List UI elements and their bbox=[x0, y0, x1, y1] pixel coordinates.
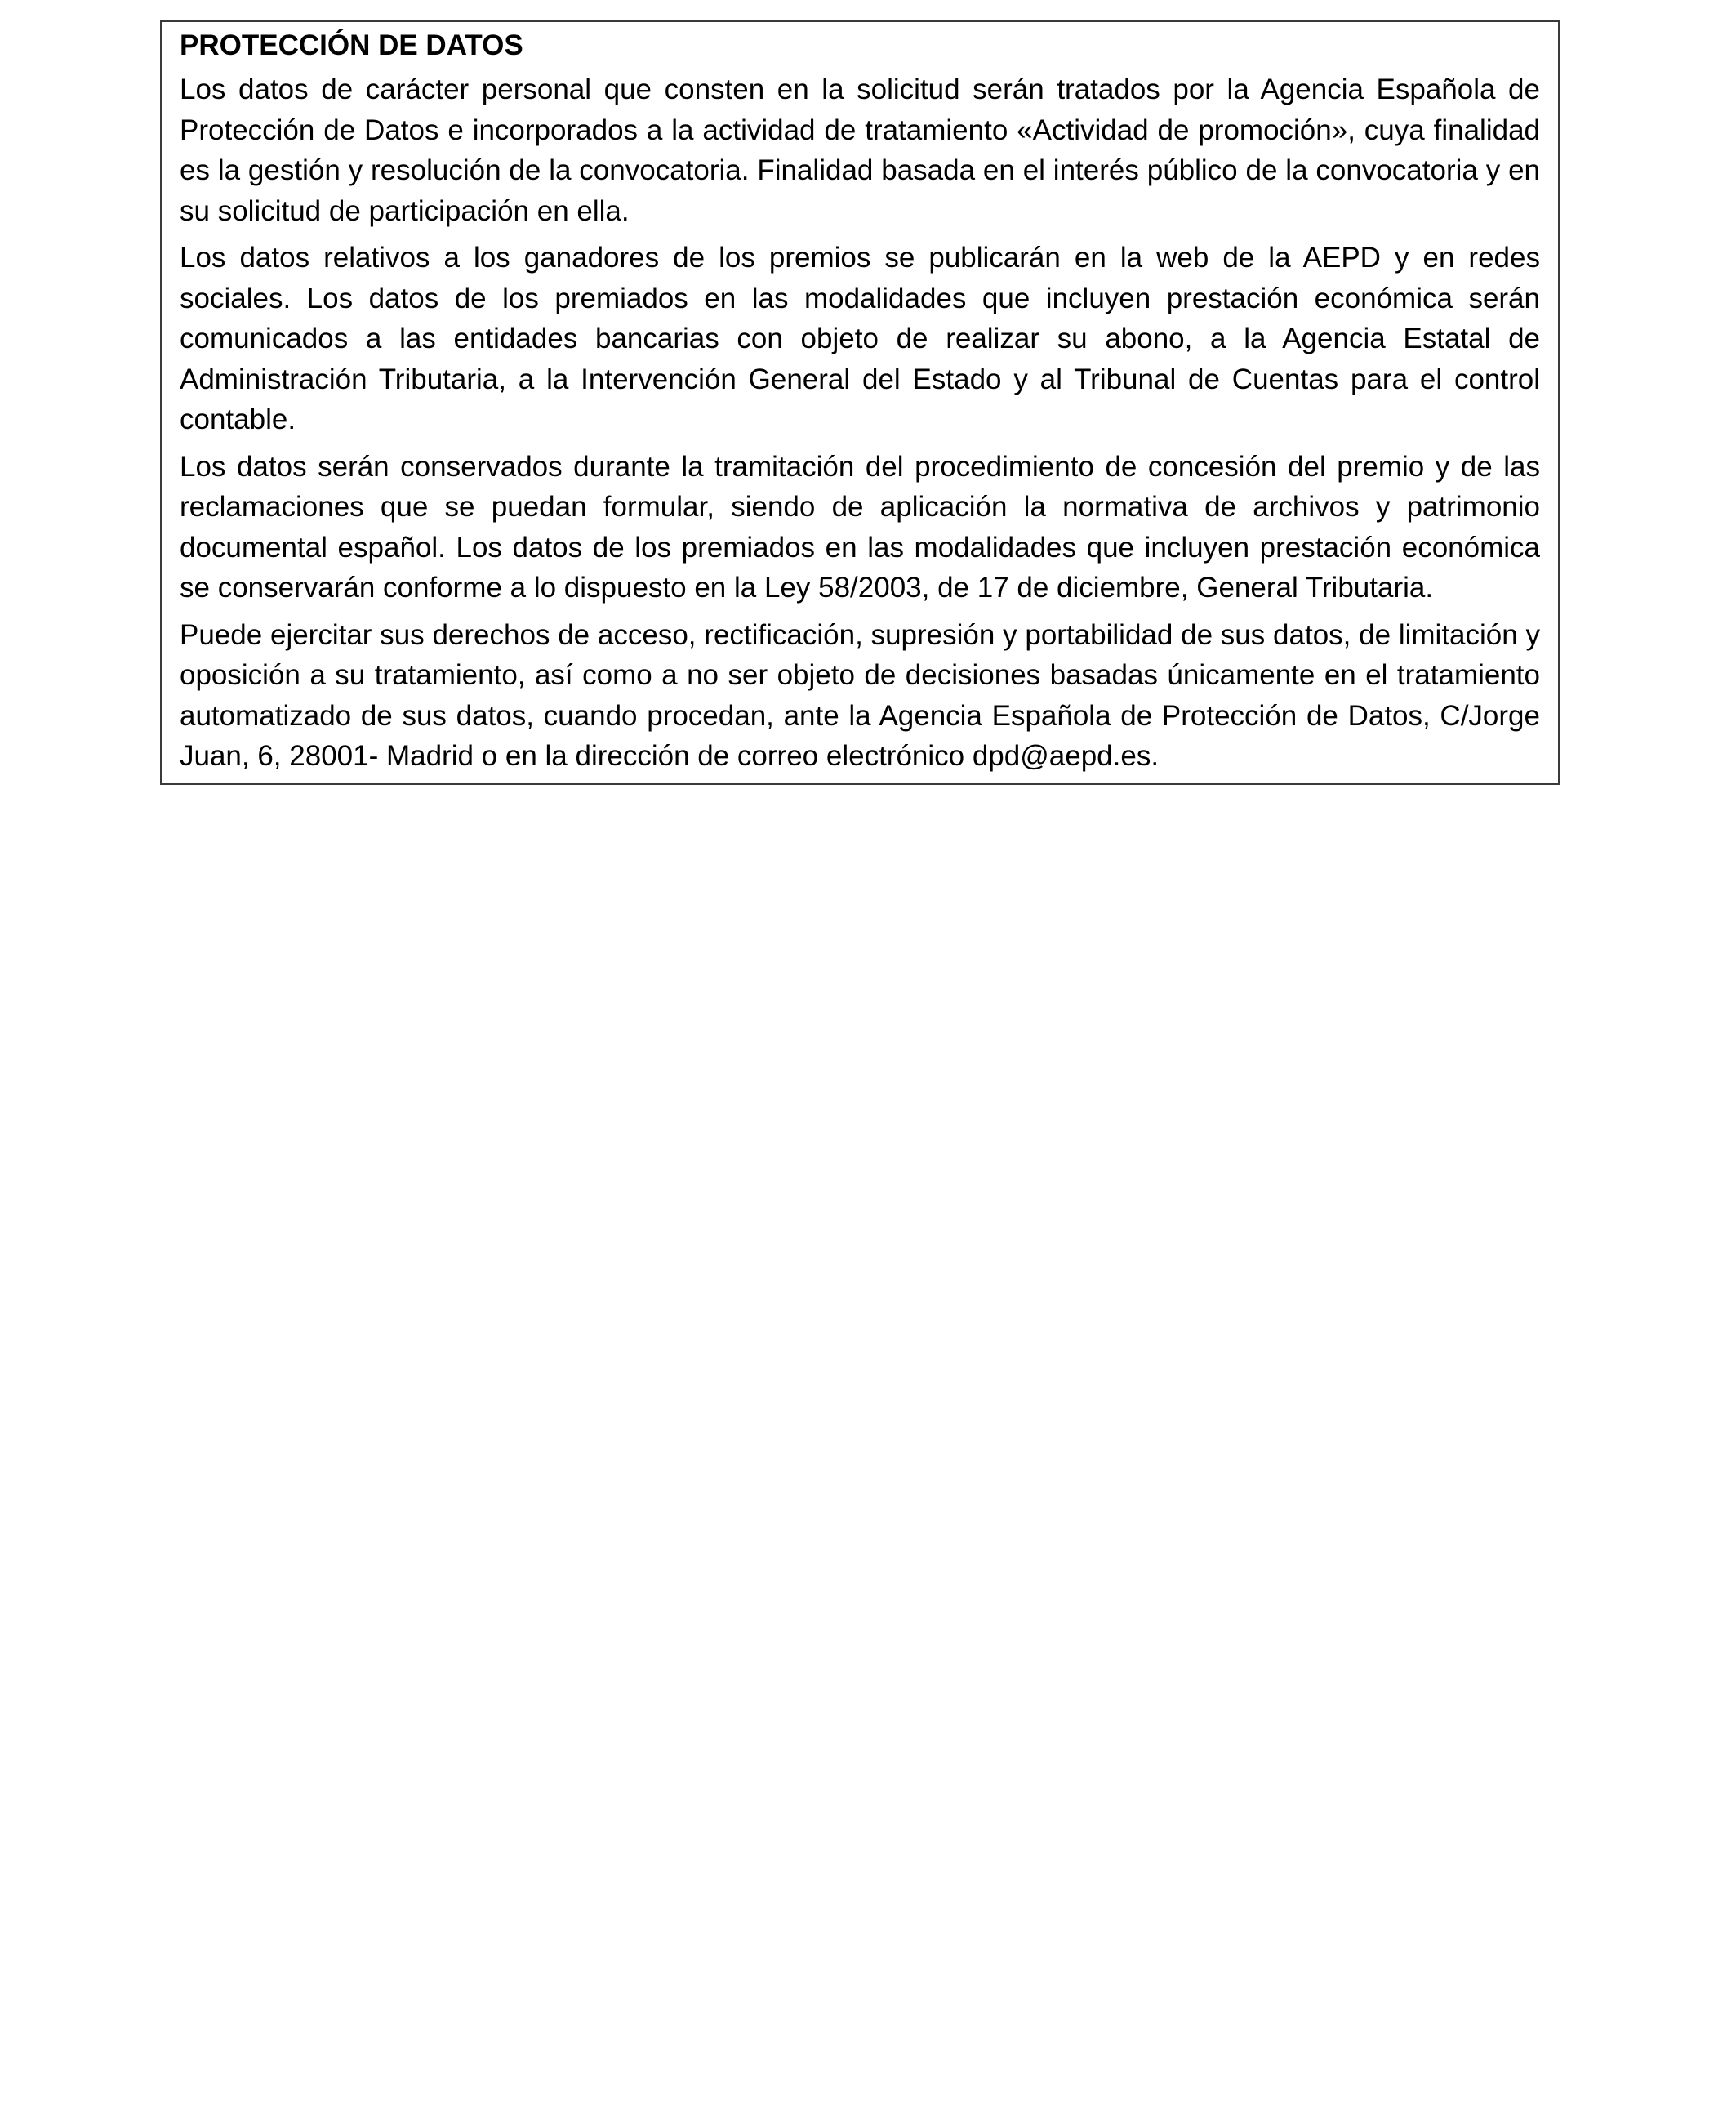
paragraph-treatment: Los datos de carácter personal que consten en la solicitud serán tratados por la Agencia Española de Protección de Datos e incorporados a la actividad de tratamiento «Actividad de promoción», cuya finalidad es la gestión y resolución de la convocatoria. Finalidad basada en el interés público de la convocatoria y en su solicitud de participación en ella. bbox=[180, 74, 1540, 227]
paragraph-retention: Los datos serán conservados durante la tramitación del procedimiento de concesión del premio y de las reclamaciones que se puedan formular, siendo de aplicación la normativa de archivos y patrimonio documental español. Los datos de los premiados en las modalidades que incluyen prestación económica se conservarán conforme a lo dispuesto en la Ley 58/2003, de 17 de diciembre, General Tributaria. bbox=[180, 450, 1540, 604]
section-title: PROTECCIÓN DE DATOS bbox=[180, 29, 523, 61]
paragraph-publication: Los datos relativos a los ganadores de los premios se publicarán en la web de la AEPD y en redes sociales. Los datos de los premiados en las modalidades que incluyen prestación económica serán comunicados a las entidades bancarias con objeto de realizar su abono, a la Agencia Estatal de Administración Tributaria, a la Intervención General del Estado y al Tribunal de Cuentas para el control contable. bbox=[180, 242, 1540, 435]
paragraph-rights: Puede ejercitar sus derechos de acceso, rectificación, supresión y portabilidad de sus datos, de limitación y oposición a su tratamiento, así como a no ser objeto de decisiones basadas únicamente en el tratamiento automatizado de sus datos, cuando procedan, ante la Agencia Española de Protección de Datos, C/Jorge Juan, 6, 28001- Madrid o en la dirección de correo electrónico dpd@aepd.es. bbox=[180, 618, 1540, 772]
data-protection-box bbox=[160, 20, 1560, 785]
